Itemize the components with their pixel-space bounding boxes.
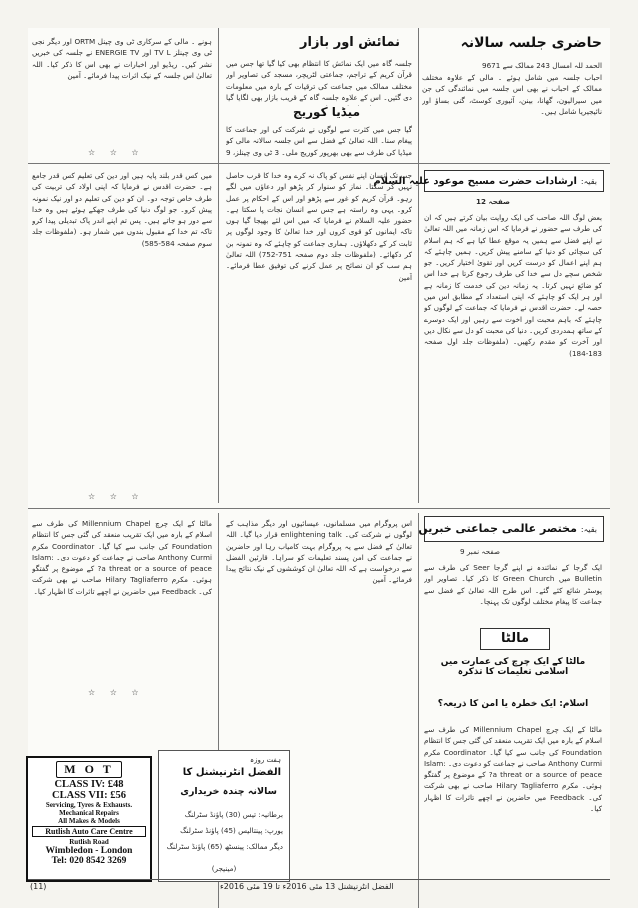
section-rule	[28, 508, 610, 509]
malta-title: مالٹا	[501, 630, 529, 646]
attendance-lead: الحمد للہ امسال 243 ممالک سے 9671	[482, 61, 602, 70]
mot-road: Rutlish Road	[69, 838, 109, 846]
attendance-heading: حاضری جلسہ سالانہ	[460, 35, 602, 51]
media-heading: میڈیا کوریج	[292, 105, 360, 119]
masthead-footer: الفضل انٹرنیشنل 13 مئی 2016ء تا 19 مئی 2016ء	[220, 882, 394, 891]
mot-location: Wimbledon - London	[45, 846, 133, 856]
subscription-others: دیگر ممالک: پینسٹھ (65) پاؤنڈ سٹرلنگ	[166, 842, 283, 851]
malta-text-continued-2: مالٹا کے ایک چرچ Millennium Chapel کی طرف سے اسلام کے بارہ میں ایک تقریب منعقد کی گئی جس کا انتظام Foundation کی جانب سے کیا گیا۔ Coordinator مکرم Anthony Curmi صاحب نے جماعت کو دعوت دی۔ Islam: a threat or a source of peace? کے موضوع پر گفتگو ہوئی۔ مکرم Hilary Tagliaferro صاحب نے بھی شرکت کی۔ Feedback میں حاضرین نے اچھے تاثرات کا اظہار کیا۔	[32, 519, 212, 596]
main-article-column-2: جب تک انسان اپنے نفس کو پاک نہ کرے وہ خدا کا قرب حاصل نہیں کر سکتا۔ نماز کو سنوار کر پڑھو اور دعاؤں میں لگے رہو۔ قرآن کریم کو غور سے پڑھو اور اس کے احکام پر عمل کرو۔ یہی وہ راستہ ہے جس سے انسان نجات پا سکتا ہے۔ حضور علیہ السلام نے فرمایا کہ میں اس لئے بھیجا گیا ہوں تاکہ ایمانوں کو قوی کروں اور خدا تعالیٰ کا وجود لوگوں پر ثابت کر کے دکھلاؤں۔ ہماری جماعت کو چاہئے کہ وہ نمونہ بن کر دکھائے۔ (ملفوظات جلد دوم صفحہ 751-752) اللہ تعالیٰ ہم سب کو ان نصائح پر عمل کرنے کی توفیق عطا فرمائے۔ آمین	[226, 171, 412, 282]
mot-title: M O T	[56, 761, 122, 778]
footer-rule	[28, 879, 610, 880]
subscription-uk: برطانیہ: تیس (30) پاؤنڈ سٹرلنگ	[184, 810, 283, 819]
subscription-title: الفضل انٹرنیشنل کا	[182, 767, 281, 778]
main-article-column-3: میں کس قدر بلند پایہ ہیں اور دین کی تعلیم کس قدر جامع ہے۔ حضرت اقدس نے فرمایا کہ اپنی اولاد کی تربیت کی طرف خاص توجہ دو۔ ان کو دین کی تعلیم دو اور نیک نمونہ پیش کرو۔ جو لوگ دنیا کی طرف جھکے ہوئے ہیں وہ خدا سے دور ہو جاتے ہیں۔ پس تم اپنے اندر پاک تبدیلی پیدا کرو تاکہ تم خدا کے مقبول بندوں میں شمار ہو۔ (ملفوظات جلد سوم صفحہ 584-585)	[32, 171, 212, 248]
column-rule	[418, 28, 419, 503]
subscription-europe: یورپ: پینتالیس (45) پاؤنڈ سٹرلنگ	[180, 826, 283, 835]
page-number: (11)	[30, 882, 47, 891]
short-news-title: مختصر عالمی جماعتی خبریں	[418, 521, 577, 535]
subscription-manager: (مینیجر)	[211, 864, 237, 873]
section-end-stars: ☆ ☆ ☆	[88, 688, 145, 697]
news-continued-text: ہونے ۔ مالی کے سرکاری ٹی وی چینل ORTM اور دیگر نجی ٹی وی چینلز TV L اور ENERGIE TV نے جلسہ کی خبریں نشر کیں۔ ریڈیو اور اخبارات نے بھی اس کا ذکر کیا۔ اللہ تعالیٰ اس جلسہ کے نیک اثرات پیدا فرمائے۔ آمین	[32, 37, 212, 80]
main-article-prefix: بقیہ:	[580, 176, 597, 186]
attendance-text: احباب جلسہ میں شامل ہوئے ۔ مالی کے علاوہ مختلف ممالک کے احباب نے بھی اس جلسہ میں نمائندگی کی جن میں سیرالیون، گھانا، بینن، آئیوری کوسٹ، گنی بساؤ اور نائیجیریا شامل ہیں۔	[422, 73, 602, 116]
media-text: گیا جس میں کثرت سے لوگوں نے شرکت کی اور جماعت کا پیغام سنا۔ اللہ تعالیٰ کے فضل سے اس جلسہ سالانہ مالی کو میڈیا کی طرف سے بھی بھرپور کوریج ملی۔ 3 ٹی وی چینلز، 9	[226, 125, 412, 157]
subscription-lead: ہفت روزہ	[250, 756, 281, 764]
short-news-prefix: بقیہ:	[580, 524, 597, 534]
subscription-advertisement	[158, 750, 290, 882]
mot-class-4: CLASS IV: £48	[54, 779, 124, 790]
mot-advertisement	[26, 756, 152, 882]
exhibition-text: جلسہ گاہ میں ایک نمائش کا انتظام بھی کیا گیا تھا جس میں قرآن کریم کے تراجم، جماعتی لٹریچر، مسجد کی تصاویر اور مختلف ممالک میں جماعت کی ترقیات کے بارہ میں معلومات دی گئیں۔ اس کے علاوہ جلسہ گاہ کے قریب بازار بھی لگایا گیا	[226, 59, 412, 102]
short-news-page-ref: صفحہ نمبر 9	[459, 547, 500, 556]
malta-text-continued: اس پروگرام میں مسلمانوں، عیسائیوں اور دیگر مذاہب کے لوگوں نے شرکت کی۔ enlightening talk قرار دیا گیا۔ اللہ تعالیٰ کے فضل سے یہ پروگرام بہت کامیاب رہا اور حاضرین نے جماعت کی امن پسند تعلیمات کو سراہا۔ قارئین الفضل سے درخواست ہے کہ اللہ تعالیٰ ان کوششوں کے نیک نتائج پیدا فرمائے۔ آمین	[226, 519, 412, 585]
newspaper-page	[28, 28, 610, 880]
column-rule	[418, 513, 419, 908]
main-article-page-ref: صفحہ 12	[475, 197, 510, 206]
mot-mechanical: Mechanical Repairs	[59, 809, 119, 817]
subscription-subtitle: سالانہ چندہ خریداری	[180, 786, 277, 797]
mot-services: Servicing, Tyres & Exhausts.	[45, 801, 133, 809]
short-news-text: ایک گرجا کے نمائندہ نے اپنے گرجا Seer کی طرف سے Bulletin میں Green Church کا ذکر کیا۔ تصاویر اور پوسٹر شائع کئے گئے۔ اس طرح اللہ تعالیٰ کے فضل سے جماعت کا پیغام مختلف لوگوں تک پہنچا۔	[424, 563, 602, 606]
section-end-stars: ☆ ☆ ☆	[88, 492, 145, 501]
main-article-title: ارشادات حضرت مسیح موعود علیہ السلام	[373, 175, 577, 187]
malta-heading-box	[480, 628, 550, 650]
section-end-stars: ☆ ☆ ☆	[88, 148, 145, 157]
exhibition-heading: نمائش اور بازار	[300, 35, 400, 50]
mot-phone: Tel: 020 8542 3269	[51, 856, 127, 866]
column-rule	[218, 28, 219, 503]
main-article-heading-box	[373, 170, 604, 192]
short-news-heading-box	[418, 516, 604, 542]
malta-question: اسلام: ایک خطرہ یا امن کا ذریعہ؟	[437, 699, 589, 709]
malta-subtitle: مالٹا کے ایک چرچ کی عمارت میں اسلامی تعلیمات کا تذکرہ	[440, 657, 586, 677]
main-article-column-1: بعض لوگ اللہ صاحب کی ایک روایت بیان کرتے ہیں کہ ان کی طرف سے حضور نے فرمایا کہ اس زمانہ میں اللہ تعالیٰ نے اپنے فضل سے ہمیں یہ موقع عطا کیا ہے کہ ہم اسلام کی سچائی کو دنیا کے سامنے پیش کریں۔ ہمیں چاہئے کہ ہم اپنے اعمال کو درست کریں اور تقویٰ اختیار کریں۔ جو شخص سچے دل سے خدا کی طرف رجوع کرتا ہے خدا اس کو ضائع نہیں کرتا۔ یہ زمانہ دین کی خدمت کا زمانہ ہے اور ہر ایک کو چاہئے کہ اپنی استعداد کے مطابق اس میں حصہ لے۔ حضرت اقدس نے فرمایا کہ جماعت کے لوگوں کو چاہئے کہ باہم محبت اور اخوت سے رہیں اور ایک دوسرے کے ساتھ ہمدردی کریں۔ دنیا کی محبت کو دل سے نکال دیں اور آخرت کو مقدم رکھیں۔ (ملفوظات جلد اول صفحہ 183-184)	[424, 213, 602, 358]
mot-makes: All Makes & Models	[58, 817, 120, 825]
section-rule	[28, 163, 610, 164]
mot-centre: Rutlish Auto Care Centre	[32, 826, 146, 837]
malta-text: مالٹا کے ایک چرچ Millennium Chapel کی طرف سے اسلام کے بارہ میں ایک تقریب منعقد کی گئی جس کا انتظام Foundation کی جانب سے کیا گیا۔ Coordinator مکرم Anthony Curmi صاحب نے جماعت کو دعوت دی۔ Islam: a threat or a source of peace? کے موضوع پر گفتگو ہوئی۔ مکرم Hilary Tagliaferro صاحب نے بھی شرکت کی۔ Feedback میں حاضرین نے اچھے تاثرات کا اظہار کیا۔	[424, 725, 602, 814]
mot-class-7: CLASS VII: £56	[52, 790, 126, 801]
